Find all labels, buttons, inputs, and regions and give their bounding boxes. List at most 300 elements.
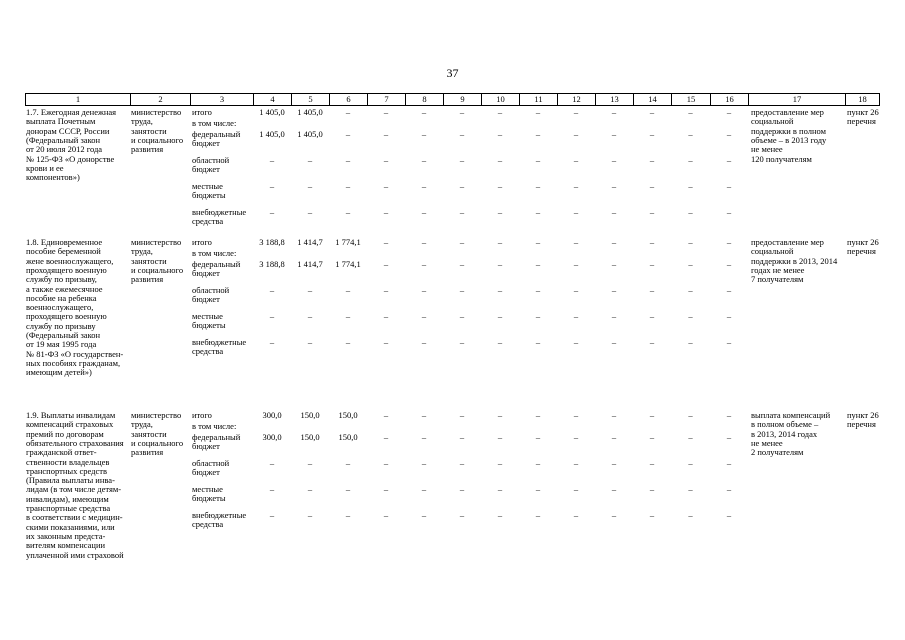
empty-dash: – <box>421 129 427 139</box>
funding-value: – <box>269 285 275 295</box>
empty-dash: – <box>688 510 693 520</box>
funding-source-label: бюджеты <box>192 190 226 201</box>
expected-result-line: выплата компенсаций <box>751 410 831 420</box>
funding-value: – <box>345 155 351 165</box>
header-col-14: 14 <box>633 94 671 105</box>
measure-name-line: (Федеральный закон <box>26 134 101 145</box>
executor-line: занятости <box>131 428 167 439</box>
empty-dash: – <box>421 458 427 468</box>
funding-value: – <box>345 311 351 321</box>
header-col-10: 10 <box>481 94 519 105</box>
empty-dash: – <box>383 285 389 295</box>
funding-value: – <box>345 510 351 520</box>
funding-source-label: бюджет <box>192 441 220 452</box>
empty-dash: – <box>421 510 427 520</box>
empty-dash: – <box>535 432 541 442</box>
expected-result-line: поддержки в полном <box>751 125 826 136</box>
measure-name-line: компенсаций страховых <box>26 419 114 430</box>
measure-name-line: в соответствии с медицин- <box>26 512 123 523</box>
measure-name-line: а также ежемесячное <box>26 283 103 294</box>
empty-dash: – <box>535 207 541 217</box>
empty-dash: – <box>383 337 389 347</box>
expected-result-line: объеме – в 2013 году <box>751 134 827 145</box>
empty-dash: – <box>497 107 503 117</box>
empty-dash: – <box>649 285 655 295</box>
empty-dash: – <box>383 458 389 468</box>
measure-name-line: от 19 мая 1995 года <box>26 339 97 350</box>
empty-dash: – <box>649 311 655 321</box>
funding-value: – <box>307 181 313 191</box>
empty-dash: – <box>535 237 541 247</box>
empty-dash: – <box>383 237 389 247</box>
empty-dash: – <box>688 107 693 117</box>
measure-name-line: проходящего военную <box>26 264 107 275</box>
measure-name-line: ных пособиях гражданам, <box>26 357 121 368</box>
executor-line: министерство <box>131 410 182 420</box>
empty-dash: – <box>459 510 465 520</box>
empty-dash: – <box>726 484 732 494</box>
empty-dash: – <box>421 155 427 165</box>
funding-source-label: бюджет <box>192 164 220 175</box>
empty-dash: – <box>726 410 732 420</box>
empty-dash: – <box>726 129 732 139</box>
executor-line: развития <box>131 447 164 458</box>
empty-dash: – <box>497 484 503 494</box>
funding-source-label: в том числе: <box>192 421 237 431</box>
empty-dash: – <box>573 510 579 520</box>
measure-name-line: 1.9. Выплаты инвалидам <box>26 410 116 420</box>
expected-result-line: не менее <box>751 144 783 155</box>
measure-name-line: крови и ее <box>26 162 64 173</box>
header-col-8: 8 <box>405 94 443 105</box>
funding-value: – <box>345 484 351 494</box>
empty-dash: – <box>726 107 732 117</box>
funding-source-label: средства <box>192 346 224 357</box>
header-col-3: 3 <box>190 94 253 105</box>
empty-dash: – <box>535 337 541 347</box>
empty-dash: – <box>535 107 541 117</box>
executor-line: и социального <box>131 134 184 145</box>
measure-name-line: скими показаниями, или <box>26 521 115 532</box>
expected-result-line: 2 получателям <box>751 447 804 458</box>
funding-value: 1 414,7 <box>297 259 323 269</box>
empty-dash: – <box>573 237 579 247</box>
funding-value: – <box>269 510 275 520</box>
funding-value: 300,0 <box>262 432 282 442</box>
funding-value: – <box>307 311 313 321</box>
empty-dash: – <box>573 311 579 321</box>
reference-line: перечня <box>847 246 876 257</box>
header-col-17: 17 <box>748 94 845 105</box>
funding-value: – <box>345 181 351 191</box>
measure-name-line: службу по призыву, <box>26 274 97 285</box>
empty-dash: – <box>573 337 579 347</box>
empty-dash: – <box>688 337 693 347</box>
empty-dash: – <box>573 484 579 494</box>
expected-result-line: социальной <box>751 116 794 127</box>
empty-dash: – <box>421 259 427 269</box>
funding-source-label: федеральный <box>192 432 241 442</box>
empty-dash: – <box>459 207 465 217</box>
empty-dash: – <box>421 285 427 295</box>
empty-dash: – <box>611 259 617 269</box>
empty-dash: – <box>688 410 693 420</box>
measure-name-line: службу по призыву <box>26 320 96 331</box>
expected-result-line: предоставление мер <box>751 237 824 247</box>
empty-dash: – <box>497 181 503 191</box>
header-col-4: 4 <box>253 94 291 105</box>
empty-dash: – <box>459 337 465 347</box>
header-col-15: 15 <box>671 94 710 105</box>
empty-dash: – <box>459 107 465 117</box>
empty-dash: – <box>611 237 617 247</box>
measure-name-line: гражданской ответ- <box>26 447 97 458</box>
empty-dash: – <box>383 207 389 217</box>
empty-dash: – <box>383 510 389 520</box>
empty-dash: – <box>535 410 541 420</box>
empty-dash: – <box>497 237 503 247</box>
empty-dash: – <box>459 285 465 295</box>
funding-value: – <box>269 207 275 217</box>
reference-line: пункт 26 <box>847 107 879 117</box>
empty-dash: – <box>459 311 465 321</box>
funding-value: 1 405,0 <box>297 107 323 117</box>
empty-dash: – <box>688 207 693 217</box>
measure-name-line: транспортные средства <box>26 503 111 513</box>
empty-dash: – <box>459 129 465 139</box>
empty-dash: – <box>421 181 427 191</box>
empty-dash: – <box>383 259 389 269</box>
header-col-6: 6 <box>329 94 367 105</box>
funding-source-label: федеральный <box>192 129 241 139</box>
header-col-5: 5 <box>291 94 329 105</box>
expected-result-line: в 2013, 2014 годах <box>751 428 818 439</box>
funding-source-label: областной <box>192 155 230 165</box>
empty-dash: – <box>573 181 579 191</box>
expected-result-line: поддержки в 2013, 2014 <box>751 255 838 266</box>
empty-dash: – <box>611 432 617 442</box>
funding-value: 300,0 <box>262 410 282 420</box>
empty-dash: – <box>535 155 541 165</box>
empty-dash: – <box>726 458 732 468</box>
empty-dash: – <box>649 484 655 494</box>
empty-dash: – <box>497 207 503 217</box>
executor-line: и социального <box>131 437 184 448</box>
empty-dash: – <box>459 155 465 165</box>
funding-value: – <box>269 484 275 494</box>
empty-dash: – <box>459 181 465 191</box>
empty-dash: – <box>421 207 427 217</box>
measure-name-line: вителям компенсации <box>26 540 106 551</box>
funding-value: – <box>307 510 313 520</box>
empty-dash: – <box>497 129 503 139</box>
empty-dash: – <box>459 484 465 494</box>
funding-source-label: внебюджетные <box>192 337 247 347</box>
empty-dash: – <box>611 107 617 117</box>
empty-dash: – <box>497 311 503 321</box>
measure-name-line: № 125-ФЗ «О донорстве <box>26 153 115 164</box>
header-col-16: 16 <box>710 94 748 105</box>
header-col-11: 11 <box>519 94 557 105</box>
empty-dash: – <box>726 237 732 247</box>
header-col-12: 12 <box>557 94 595 105</box>
empty-dash: – <box>688 259 693 269</box>
funding-value: 1 405,0 <box>259 107 285 117</box>
empty-dash: – <box>649 237 655 247</box>
empty-dash: – <box>459 237 465 247</box>
empty-dash: – <box>497 155 503 165</box>
empty-dash: – <box>649 458 655 468</box>
expected-result-line: не менее <box>751 437 783 448</box>
funding-value: 150,0 <box>300 410 320 420</box>
executor-line: развития <box>131 144 164 155</box>
measure-name-line: транспортных средств <box>26 465 107 476</box>
funding-source-label: бюджеты <box>192 320 226 331</box>
empty-dash: – <box>649 259 655 269</box>
funding-value: – <box>345 337 351 347</box>
empty-dash: – <box>573 410 579 420</box>
funding-value: – <box>307 484 313 494</box>
empty-dash: – <box>497 510 503 520</box>
empty-dash: – <box>573 432 579 442</box>
funding-value: 1 414,7 <box>297 237 323 247</box>
funding-source-label: итого <box>192 107 212 117</box>
funding-value: – <box>307 207 313 217</box>
funding-value: 3 188,8 <box>259 259 285 269</box>
measure-name-line: проходящего военную <box>26 311 107 322</box>
funding-value: – <box>345 207 351 217</box>
expected-result-line: годах не менее <box>751 264 805 275</box>
expected-result-line: в полном объеме – <box>751 419 819 430</box>
funding-value: 1 405,0 <box>297 129 323 139</box>
executor-line: министерство <box>131 237 182 247</box>
measure-name-line: пособие на ребенка <box>26 292 97 303</box>
empty-dash: – <box>535 484 541 494</box>
empty-dash: – <box>649 107 655 117</box>
funding-source-label: средства <box>192 519 224 530</box>
funding-source-label: средства <box>192 216 224 227</box>
empty-dash: – <box>459 410 465 420</box>
funding-source-label: бюджет <box>192 268 220 279</box>
empty-dash: – <box>573 285 579 295</box>
measure-name-line: военнослужащего, <box>26 302 94 313</box>
page-number: 37 <box>446 66 459 80</box>
funding-value: – <box>269 311 275 321</box>
empty-dash: – <box>611 458 617 468</box>
empty-dash: – <box>573 129 579 139</box>
funding-value: – <box>269 458 275 468</box>
empty-dash: – <box>611 129 617 139</box>
empty-dash: – <box>726 432 732 442</box>
empty-dash: – <box>726 155 732 165</box>
funding-source-label: в том числе: <box>192 118 237 128</box>
header-col-1: 1 <box>25 94 130 105</box>
empty-dash: – <box>611 510 617 520</box>
reference-line: перечня <box>847 116 876 127</box>
empty-dash: – <box>497 458 503 468</box>
funding-value: – <box>307 285 313 295</box>
empty-dash: – <box>421 432 427 442</box>
empty-dash: – <box>383 410 389 420</box>
measure-name-line: обязательного страхования <box>26 437 124 448</box>
funding-value: 1 774,1 <box>335 237 361 247</box>
empty-dash: – <box>535 129 541 139</box>
reference-line: пункт 26 <box>847 410 879 420</box>
measure-name-line: ственности владельцев <box>26 456 110 467</box>
measure-name-line: лидам (в том числе детям- <box>26 484 122 495</box>
empty-dash: – <box>573 259 579 269</box>
empty-dash: – <box>459 259 465 269</box>
empty-dash: – <box>421 484 427 494</box>
empty-dash: – <box>649 155 655 165</box>
funding-value: 150,0 <box>338 432 358 442</box>
measure-name-line: уплаченной ими страховой <box>26 549 124 560</box>
funding-source-label: федеральный <box>192 259 241 269</box>
measure-name-line: 1.7. Ежегодная денежная <box>26 107 117 117</box>
empty-dash: – <box>688 432 693 442</box>
empty-dash: – <box>611 285 617 295</box>
funding-source-label: областной <box>192 285 230 295</box>
funding-value: – <box>345 285 351 295</box>
empty-dash: – <box>383 311 389 321</box>
measure-name-line: (Федеральный закон <box>26 330 101 340</box>
empty-dash: – <box>649 510 655 520</box>
empty-dash: – <box>535 311 541 321</box>
empty-dash: – <box>688 129 693 139</box>
funding-value: 150,0 <box>300 432 320 442</box>
empty-dash: – <box>383 107 389 117</box>
empty-dash: – <box>726 259 732 269</box>
funding-value: 1 405,0 <box>259 129 285 139</box>
executor-line: труда, <box>131 246 153 257</box>
funding-value: 3 188,8 <box>259 237 285 247</box>
measure-name-line: 1.8. Единовременное <box>26 237 103 247</box>
empty-dash: – <box>573 155 579 165</box>
empty-dash: – <box>573 207 579 217</box>
measure-name-line: компонентов») <box>26 172 80 183</box>
reference-line: пункт 26 <box>847 237 879 247</box>
empty-dash: – <box>383 432 389 442</box>
empty-dash: – <box>726 337 732 347</box>
expected-result-line: 7 получателям <box>751 274 804 285</box>
funding-value: – <box>307 155 313 165</box>
measure-name-line: № 81-ФЗ «О государствен- <box>26 348 124 359</box>
header-col-18: 18 <box>845 94 880 105</box>
header-col-9: 9 <box>443 94 481 105</box>
empty-dash: – <box>611 337 617 347</box>
empty-dash: – <box>535 510 541 520</box>
empty-dash: – <box>611 207 617 217</box>
header-col-7: 7 <box>367 94 405 105</box>
funding-source-label: местные <box>192 181 223 191</box>
empty-dash: – <box>688 181 693 191</box>
measure-name-line: инвалидам), имеющим <box>26 493 109 504</box>
measure-name-line: выплата Почетным <box>26 116 96 127</box>
empty-dash: – <box>535 181 541 191</box>
empty-dash: – <box>688 311 693 321</box>
funding-source-label: местные <box>192 311 223 321</box>
funding-value: – <box>307 458 313 468</box>
funding-value: – <box>345 107 351 117</box>
funding-value: – <box>269 337 275 347</box>
empty-dash: – <box>611 484 617 494</box>
measure-name-line: донорам СССР, России <box>26 125 110 136</box>
reference-line: перечня <box>847 419 876 430</box>
empty-dash: – <box>688 458 693 468</box>
empty-dash: – <box>726 510 732 520</box>
empty-dash: – <box>649 181 655 191</box>
empty-dash: – <box>726 181 732 191</box>
empty-dash: – <box>459 458 465 468</box>
executor-line: труда, <box>131 116 153 127</box>
empty-dash: – <box>421 107 427 117</box>
measure-name-line: имеющим детей») <box>26 367 92 378</box>
empty-dash: – <box>611 410 617 420</box>
empty-dash: – <box>726 311 732 321</box>
empty-dash: – <box>497 410 503 420</box>
header-col-13: 13 <box>595 94 633 105</box>
empty-dash: – <box>649 129 655 139</box>
funding-value: – <box>269 181 275 191</box>
empty-dash: – <box>573 458 579 468</box>
empty-dash: – <box>535 259 541 269</box>
expected-result-line: социальной <box>751 246 794 257</box>
measure-name-line: (Правила выплаты инва- <box>26 475 115 486</box>
measure-name-line: от 20 июля 2012 года <box>26 144 103 155</box>
funding-value: – <box>345 458 351 468</box>
empty-dash: – <box>573 107 579 117</box>
empty-dash: – <box>383 129 389 139</box>
header-col-2: 2 <box>130 94 190 105</box>
expected-result-line: 120 получателям <box>751 153 812 164</box>
empty-dash: – <box>688 237 693 247</box>
empty-dash: – <box>649 207 655 217</box>
executor-line: и социального <box>131 264 184 275</box>
measure-name-line: жене военнослужащего, <box>26 255 114 266</box>
empty-dash: – <box>688 285 693 295</box>
funding-source-label: бюджеты <box>192 493 226 504</box>
funding-source-label: внебюджетные <box>192 207 247 217</box>
table-header <box>25 93 880 106</box>
funding-value: – <box>345 129 351 139</box>
empty-dash: – <box>535 285 541 295</box>
executor-line: труда, <box>131 419 153 430</box>
funding-source-label: итого <box>192 410 212 420</box>
empty-dash: – <box>688 155 693 165</box>
empty-dash: – <box>688 484 693 494</box>
funding-value: – <box>307 337 313 347</box>
executor-line: министерство <box>131 107 182 117</box>
empty-dash: – <box>649 337 655 347</box>
empty-dash: – <box>383 155 389 165</box>
empty-dash: – <box>421 337 427 347</box>
funding-source-label: итого <box>192 237 212 247</box>
empty-dash: – <box>421 237 427 247</box>
empty-dash: – <box>497 337 503 347</box>
empty-dash: – <box>611 155 617 165</box>
funding-value: 1 774,1 <box>335 259 361 269</box>
funding-value: 150,0 <box>338 410 358 420</box>
measure-name-line: премий по договорам <box>26 428 104 439</box>
empty-dash: – <box>421 410 427 420</box>
measure-name-line: пособие беременной <box>26 246 101 257</box>
executor-line: занятости <box>131 255 167 266</box>
funding-source-label: бюджет <box>192 467 220 478</box>
funding-source-label: внебюджетные <box>192 510 247 520</box>
executor-line: занятости <box>131 125 167 136</box>
empty-dash: – <box>726 285 732 295</box>
empty-dash: – <box>497 432 503 442</box>
